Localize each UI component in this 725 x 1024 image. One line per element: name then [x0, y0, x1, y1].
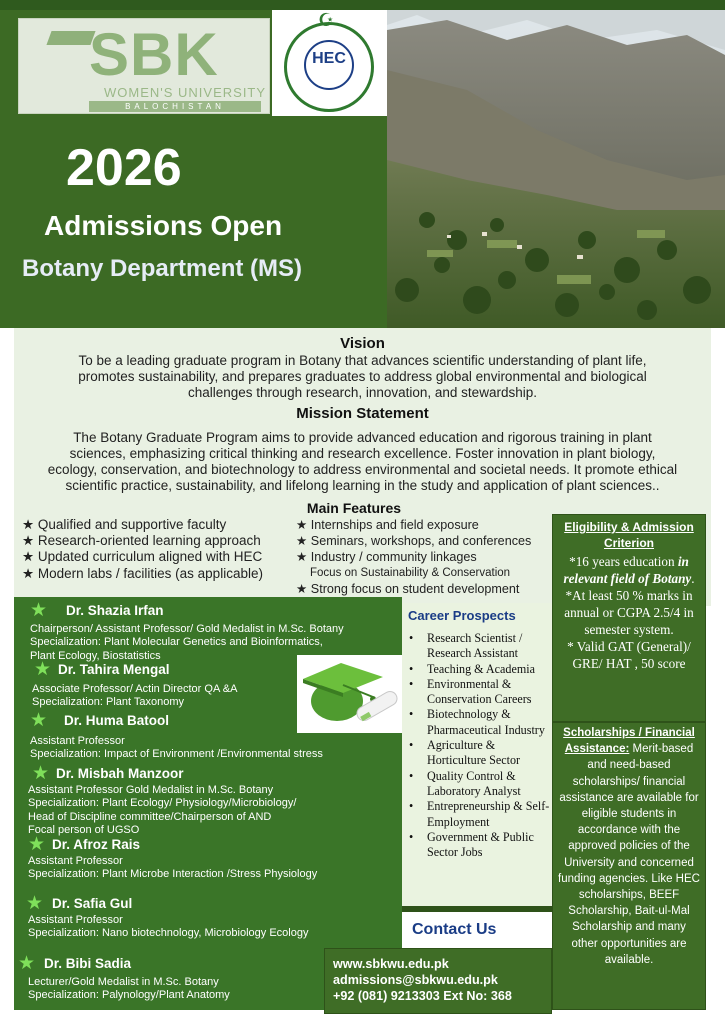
- faculty-details: Assistant Professor Specialization: Plant Microbe Interaction /Stress Physiology: [28, 855, 318, 881]
- logo-region: BALOCHISTAN: [89, 101, 261, 112]
- faculty-name: Dr. Tahira Mengal: [58, 662, 170, 677]
- scholarship-text: Merit-based and need-based scholarships/ financial assistance are available for eligible students in accordance with the approved policies of the University and concerned funding agencies. Like HEC scholarships, BEEF Scholarship, Bait-ul-Mal Scholarship and many other opportunities are available.: [558, 743, 700, 966]
- feature-item: ★ Strong focus on student development: [296, 582, 520, 596]
- hec-logo-text: HEC: [312, 50, 346, 67]
- graduation-cap-icon: [297, 655, 403, 733]
- faculty-name: Dr. Afroz Rais: [52, 837, 141, 852]
- feature-item: ★ Qualified and supportive faculty: [22, 517, 227, 532]
- career-item: • Quality Control & Laboratory Analyst: [408, 769, 550, 800]
- faculty-details: Assistant Professor Specialization: Impact of Environment /Environmental stress: [30, 735, 323, 761]
- vision-title: Vision: [340, 335, 385, 352]
- faculty-name: Dr. Bibi Sadia: [44, 956, 132, 971]
- career-item: • Teaching & Academia: [408, 662, 550, 677]
- star-icon: ★: [28, 834, 46, 855]
- star-icon: ★: [30, 600, 48, 621]
- scholarship-title: Scholarships / Financial Assistance:: [563, 727, 695, 756]
- feature-item: Focus on Sustainability & Conservation: [310, 567, 511, 579]
- eligibility-criterion: *16 years education in relevant field of Botany.: [563, 554, 695, 586]
- top-strip: [0, 0, 725, 10]
- scholarship-box: [552, 722, 706, 1010]
- star-icon: ★: [18, 953, 36, 974]
- email-link[interactable]: admissions@sbkwu.edu.pk: [333, 973, 498, 987]
- eligibility-box: [552, 514, 706, 722]
- features-right-list: [296, 517, 531, 597]
- faculty-name: Dr. Safia Gul: [52, 896, 133, 911]
- faculty-details: Lecturer/Gold Medalist in M.Sc. Botany Specialization: Palynology/Plant Anatomy: [28, 976, 230, 1002]
- star-icon: ★: [30, 710, 48, 731]
- career-item: • Environmental & Conservation Careers: [408, 677, 550, 708]
- career-prospects-box: [402, 603, 552, 906]
- mission-text: [24, 430, 701, 494]
- vision-line: To be a leading graduate program in Botany that advances scientific understanding of plant life,: [78, 353, 647, 368]
- feature-item: ★ Updated curriculum aligned with HEC: [22, 549, 263, 565]
- eligibility-title: Eligibility & Admission Criterion: [564, 520, 694, 550]
- features-title: Main Features: [306, 500, 402, 516]
- logo-subtitle: WOMEN'S UNIVERSITY: [104, 85, 267, 100]
- crescent-icon: ☪: [318, 10, 335, 30]
- mission-line: scientific practice, sustainability, and lifelong learning in the study and application of plant sciences..: [65, 478, 660, 493]
- mission-title: Mission Statement: [296, 405, 429, 422]
- department-heading: Botany Department (MS): [22, 255, 303, 282]
- faculty-details: Assistant Professor Gold Medalist in M.Sc. Botany Specialization: Plant Ecology/ Physiology/Microbiology/ Head of Discipline committee/Chairperson of AND Focal person of UGSO: [28, 784, 297, 836]
- career-item: • Agriculture & Horticulture Sector: [408, 738, 550, 769]
- website-link[interactable]: www.sbkwu.edu.pk: [333, 957, 449, 971]
- feature-item: ★ Seminars, workshops, and conferences: [296, 534, 532, 548]
- eligibility-criterion: * Valid GAT (General)/ GRE/ HAT , 50 score: [567, 639, 691, 671]
- faculty-details: Assistant Professor Specialization: Nano biotechnology, Microbiology Ecology: [28, 914, 309, 940]
- feature-item: ★ Industry / community linkages: [296, 550, 477, 564]
- phone-number: +92 (081) 9213303 Ext No: 368: [333, 989, 512, 1003]
- career-title: Career Prospects: [408, 608, 516, 623]
- logo-text: SBK: [89, 21, 219, 88]
- career-item: • Government & Public Sector Jobs: [408, 830, 550, 861]
- mission-line: ecology, conservation, and biotechnology to address environmental and societal needs. It promote ethical: [47, 462, 678, 477]
- career-list: [408, 631, 550, 860]
- career-item: • Entrepreneurship & Self-Employment: [408, 799, 550, 830]
- vision-text: [34, 353, 691, 401]
- vision-line: promotes sustainability, and prepares graduates to address global environmental and biological: [78, 369, 647, 384]
- star-icon: ★: [32, 763, 50, 784]
- eligibility-body: [553, 551, 705, 672]
- star-icon: ★: [34, 659, 52, 680]
- faculty-name: Dr. Shazia Irfan: [66, 603, 164, 618]
- contact-box: [324, 948, 552, 1014]
- feature-item: ★ Modern labs / facilities (as applicable): [22, 565, 263, 581]
- vision-line: challenges through research, innovation, and stewardship.: [188, 385, 537, 400]
- contact-title: Contact Us: [412, 921, 497, 938]
- sbk-logo: [18, 18, 270, 114]
- admission-year: 2026: [66, 139, 182, 197]
- career-item: • Biotechnology & Pharmaceutical Industry: [408, 707, 550, 738]
- features-left-list: [22, 517, 263, 582]
- faculty-details: Associate Professor/ Actin Director QA &A Specialization: Plant Taxonomy: [32, 683, 238, 709]
- hec-logo: [272, 10, 387, 116]
- faculty-name: Dr. Huma Batool: [64, 713, 170, 728]
- admissions-heading: Admissions Open: [44, 210, 283, 241]
- feature-item: ★ Research-oriented learning approach: [22, 533, 261, 549]
- eligibility-criterion: *At least 50 % marks in annual or CGPA 2.5/4 in semester system.: [564, 588, 694, 637]
- faculty-name: Dr. Misbah Manzoor: [56, 766, 184, 781]
- mission-line: The Botany Graduate Program aims to provide advanced education and rigorous training in plant: [73, 430, 652, 445]
- mission-line: sciences, emphasizing critical thinking and research excellence. Foster innovation in plant biology,: [69, 446, 656, 461]
- faculty-details: Chairperson/ Assistant Professor/ Gold Medalist in M.Sc. Botany Specialization: Plant Molecular Genetics and Bioinformatics, Plant Ecology, Biostatistics: [30, 623, 344, 662]
- star-icon: ★: [26, 893, 44, 914]
- valley-landscape-photo: [387, 10, 725, 328]
- feature-item: ★ Internships and field exposure: [296, 518, 479, 532]
- career-item: • Research Scientist / Research Assistant: [408, 631, 550, 662]
